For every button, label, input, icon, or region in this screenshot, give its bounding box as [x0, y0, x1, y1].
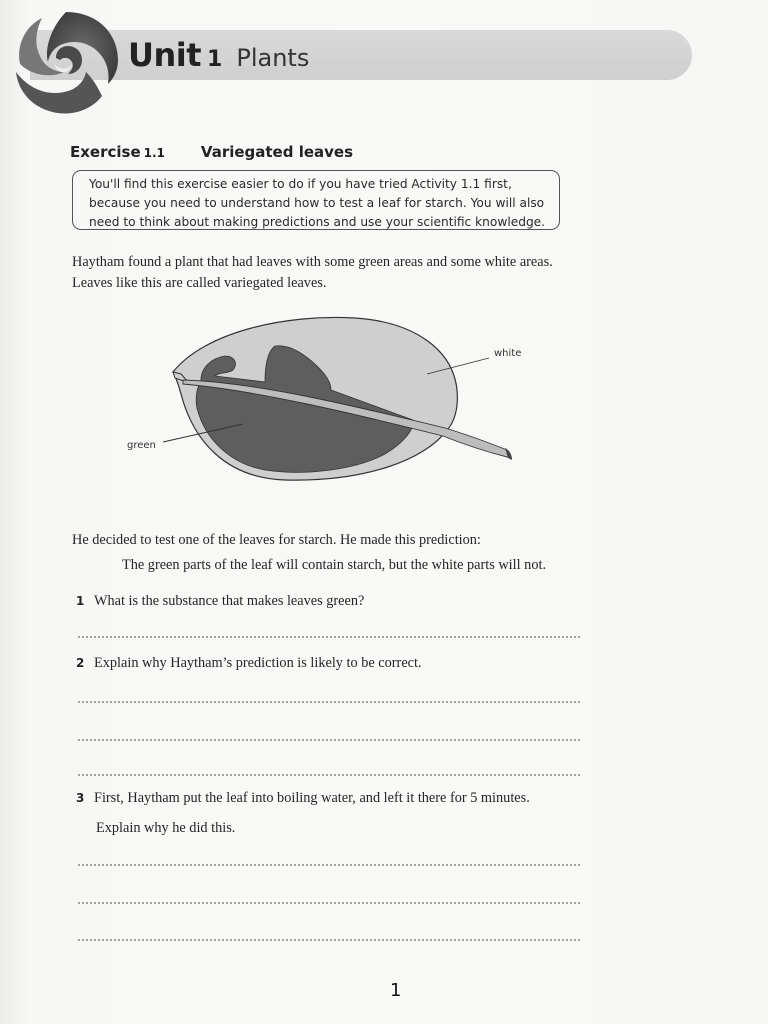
question-text: First, Haytham put the leaf into boiling water, and left it there for 5 minutes. — [94, 790, 530, 806]
unit-number: 1 — [207, 47, 223, 72]
answer-line[interactable] — [77, 636, 582, 638]
question-text: What is the substance that makes leaves green? — [94, 593, 365, 609]
exercise-title: Variegated leaves — [200, 143, 354, 161]
prediction-text: The green parts of the leaf will contain starch, but the white parts will not. — [122, 557, 547, 573]
question-number: 3 — [76, 791, 85, 805]
question-1 — [76, 593, 364, 610]
page-number: 1 — [390, 980, 402, 1001]
unit-name: Plants — [236, 44, 310, 72]
intro-box: You'll find this exercise easier to do if you have tried Activity 1.1 first, because you need to understand how to test a leaf for starch. You will also need to think about making predictions and use your scientific knowledge. — [72, 170, 560, 230]
question-text: Explain why Haytham’s prediction is likely to be correct. — [94, 655, 422, 671]
unit-title — [128, 36, 309, 74]
exercise-label: Exercise — [70, 143, 141, 161]
question-3 — [76, 790, 530, 807]
test-paragraph: He decided to test one of the leaves for starch. He made this prediction: — [72, 532, 481, 548]
answer-line[interactable] — [77, 939, 582, 941]
question-number: 2 — [76, 656, 85, 670]
unit-label: Unit — [128, 36, 202, 74]
label-white: white — [494, 348, 522, 359]
variegated-leaf-diagram — [115, 310, 555, 485]
exercise-number: 1.1 — [143, 146, 165, 160]
question-3-continuation: Explain why he did this. — [96, 820, 236, 836]
answer-line[interactable] — [77, 864, 582, 866]
label-green: green — [127, 440, 156, 451]
swirl-logo-icon — [6, 4, 126, 122]
exercise-heading — [70, 142, 353, 161]
answer-line[interactable] — [77, 902, 582, 904]
answer-line[interactable] — [77, 774, 582, 776]
question-number: 1 — [76, 594, 85, 608]
intro-paragraph: Haytham found a plant that had leaves with some green areas and some white areas. Leaves like this are called variegated leaves. — [72, 254, 553, 291]
answer-line[interactable] — [77, 701, 582, 703]
answer-line[interactable] — [77, 739, 582, 741]
question-2 — [76, 655, 422, 672]
